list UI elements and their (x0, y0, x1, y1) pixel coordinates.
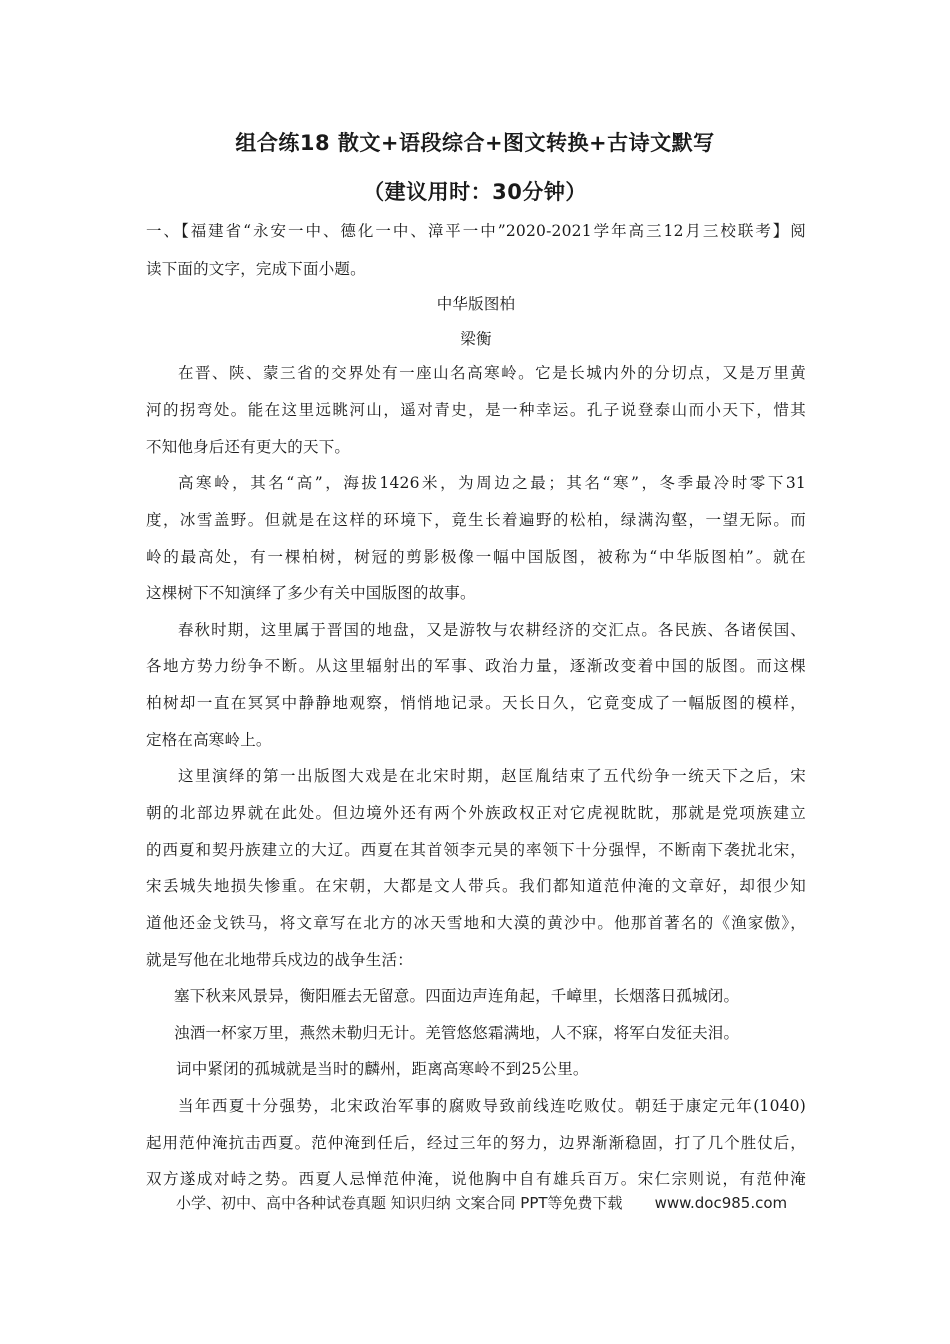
paragraph-line: 不知他身后还有更大的天下。 (146, 438, 351, 456)
paragraph-line: 春秋时期，这里属于晋国的地盘，又是游牧与农耕经济的交汇点。各民族、各诸侯国、 (178, 621, 806, 639)
paragraph-line: 河的拐弯处。能在这里远眺河山，遥对青史，是一种幸运。孔子说登泰山而小天下，惜其 (146, 401, 806, 419)
paragraph-line: 定格在高寒岭上。 (146, 731, 272, 749)
footer-text: 小学、初中、高中各种试卷真题 知识归纳 文案合同 PPT等免费下载 (176, 1194, 623, 1212)
page-footer (176, 1192, 787, 1213)
paragraph-line: 这棵树下不知演绎了多少有关中国版图的故事。 (146, 584, 476, 602)
article-author: 梁衡 (460, 330, 492, 348)
page-title: 组合练18 散文+语段综合+图文转换+古诗文默写 (235, 131, 715, 155)
paragraph-line: 道他还金戈铁马，将文章写在北方的冰天雪地和大漠的黄沙中。他那首著名的《渔家傲》， (146, 914, 806, 932)
paragraph-line: 高寒岭，其名“高”，海拔1426米，为周边之最；其名“寒”，冬季最冷时零下31 (178, 474, 806, 492)
article-title: 中华版图柏 (436, 295, 516, 313)
paragraph-line: 度，冰雪盖野。但就是在这样的环境下，竟生长着遍野的松柏，绿满沟壑，一望无际。而 (146, 511, 806, 529)
poem-line: 塞下秋来风景异，衡阳雁去无留意。四面边声连角起，千嶂里，长烟落日孤城闭。 (174, 987, 740, 1005)
paragraph-line: 各地方势力纷争不断。从这里辐射出的军事、政治力量，逐渐改变着中国的版图。而这棵 (146, 657, 806, 675)
page-subtitle: （建议用时：30分钟） (363, 180, 587, 204)
section-intro-line: 一、【福建省“永安一中、德化一中、漳平一中”2020-2021学年高三12月三校联考】阅 (146, 222, 806, 240)
section-intro-line: 读下面的文字，完成下面小题。 (146, 260, 366, 278)
paragraph-line: 当年西夏十分强势，北宋政治军事的腐败导致前线连吃败仗。朝廷于康定元年(1040) (178, 1097, 806, 1115)
paragraph-line: 柏树却一直在冥冥中静静地观察，悄悄地记录。天长日久，它竟变成了一幅版图的模样， (146, 694, 806, 712)
paragraph-line: 宋丢城失地损失惨重。在宋朝，大都是文人带兵。我们都知道范仲淹的文章好，却很少知 (146, 877, 806, 895)
paragraph-line: 就是写他在北地带兵戍边的战争生活： (146, 951, 413, 969)
paragraph-line: 朝的北部边界就在此处。但边境外还有两个外族政权正对它虎视眈眈，那就是党项族建立 (146, 804, 806, 822)
paragraph-line: 这里演绎的第一出版图大戏是在北宋时期，赵匡胤结束了五代纷争一统天下之后，宋 (178, 767, 806, 785)
paragraph-line: 起用范仲淹抗击西夏。范仲淹到任后，经过三年的努力，边界渐渐稳固，打了几个胜仗后， (146, 1134, 806, 1152)
footer-link[interactable]: www.doc985.com (654, 1194, 788, 1212)
paragraph-line: 的西夏和契丹族建立的大辽。西夏在其首领李元昊的率领下十分强悍，不断南下袭扰北宋， (146, 841, 806, 859)
paragraph-line: 在晋、陕、蒙三省的交界处有一座山名高寒岭。它是长城内外的分切点，又是万里黄 (178, 364, 806, 382)
paragraph-line: 词中紧闭的孤城就是当时的麟州，距离高寒岭不到25公里。 (176, 1060, 589, 1078)
paragraph-line: 岭的最高处，有一棵柏树，树冠的剪影极像一幅中国版图，被称为“中华版图柏”。就在 (146, 548, 806, 566)
paragraph-line: 双方遂成对峙之势。西夏人忌惮范仲淹，说他胸中自有雄兵百万。宋仁宗则说，有范仲淹 (146, 1170, 806, 1188)
poem-line: 浊酒一杯家万里，燕然未勒归无计。羌管悠悠霜满地，人不寐，将军白发征夫泪。 (174, 1024, 740, 1042)
